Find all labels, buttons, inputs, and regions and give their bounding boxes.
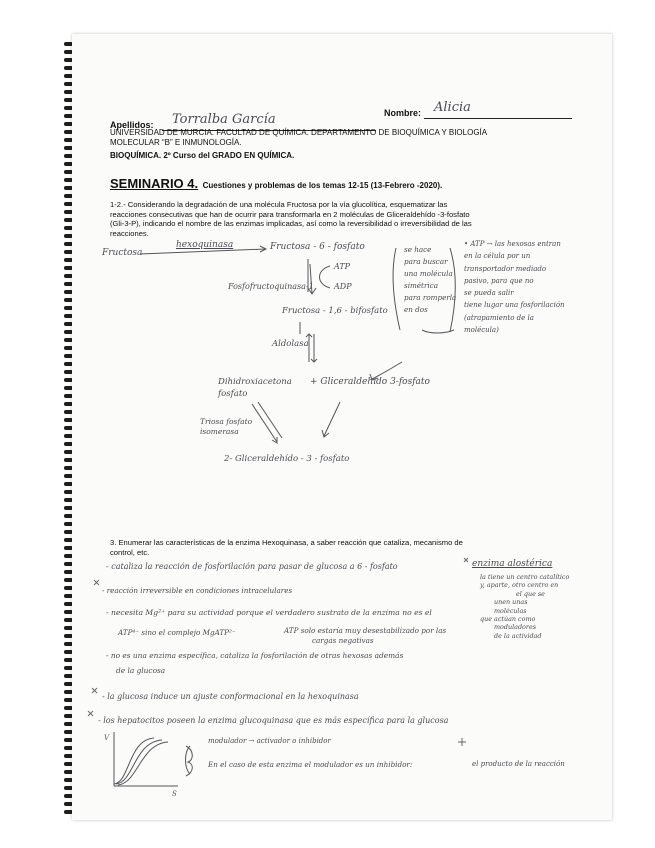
answer-2: - reacción irreversible en condiciones intracelulares	[102, 586, 293, 595]
answer-3c: ATP solo estaría muy desestabilizado por las cargas negativas	[284, 626, 447, 645]
institution-text: UNIVERSIDAD DE MURCIA. FACULTAD DE QUÍMICA. DEPARTAMENTO DE BIOQUÍMICA Y BIOLOGÍA MOLECULAR “B” E INMUNOLOGÍA.	[110, 128, 488, 147]
nombre-label: Nombre:	[384, 108, 422, 118]
margin-marks	[72, 34, 612, 820]
note-right: • ATP → las hexosas entran en la célula por un transportador mediado pasivo, para que no se pueda salir tiene lugar una fosforilación (atrapamiento de la molécula)	[464, 240, 565, 335]
tpi-label: Triosa fosfato isomerasa	[200, 417, 253, 436]
atp-label: ATP	[334, 262, 351, 271]
allosteric-notes: la tiene un centro catalítico y, aparte, otro centro en el que se unen unas moléculas que actúan como moduladores de la actividad	[480, 573, 570, 640]
f6p-label: Fructosa - 6 - fosfato	[270, 242, 365, 252]
answer-4b: de la glucosa	[116, 666, 166, 675]
hexoquinasa-label: hexoquinasa	[176, 240, 234, 250]
note-middle: se hace para buscar una molécula simétrica para romperla en dos	[404, 245, 457, 314]
worksheet-page	[72, 34, 612, 820]
answer-6: - los hepatocitos poseen la enzima glucoquinasa que es más específica para la glucosa	[98, 716, 449, 725]
answer-5: - la glucosa induce un ajuste conformacional en la hexoquinasa	[102, 692, 359, 701]
adp-label: ADP	[334, 282, 352, 291]
answer-3: - necesita Mg²⁺ para su actividad porque el verdadero sustrato de la enzima no es el	[106, 608, 432, 617]
apellidos-label: Apellidos:	[110, 120, 154, 130]
pfk-label: Fosfofructoquinasa-1	[228, 282, 314, 291]
answer-1: - cataliza la reacción de fosforilación para pasar de glucosa a 6 - fosfato	[106, 562, 398, 571]
seminar-title: SEMINARIO 4.	[110, 176, 199, 191]
question-3-text: 3. Enumerar las características de la enzima Hexoquinasa, a saber reacción que cataliza, mecanismo de control, etc.	[110, 538, 463, 557]
graph-v-label: V	[104, 734, 110, 742]
seminar-subtitle: Cuestiones y problemas de los temas 12-15 (13-Febrero -2020).	[202, 181, 443, 190]
question-1-text: 1-2.- Considerando la degradación de una molécula Fructosa por la vía glucolítica, esquematizar las reacciones consecutivas que han de ocurrir para transformarla en 2 moléculas de Gliceraldehído -3-fosfato (Gli-3-P), indicando el nombre de las enzimas implicadas, así como la reversibilidad o irreversibilidad de las reacciones.	[110, 200, 472, 238]
aldolasa-label: Aldolasa	[272, 339, 309, 349]
product-note: el producto de la reacción	[472, 760, 565, 768]
g3p-label: + Gliceraldehído 3-fosfato	[310, 377, 430, 387]
course-text: BIOQUÍMICA. 2º Curso del GRADO EN QUÍMICA.	[110, 151, 295, 160]
result-label: 2- Gliceraldehído - 3 - fosfato	[224, 454, 350, 464]
answer-3b: ATP⁴⁻ sino el complejo MgATP²⁻	[118, 628, 236, 637]
modulator-note: modulador → activador o inhibidor	[208, 737, 331, 745]
dhap-label: Dihidroxiacetona fosfato	[218, 377, 292, 399]
answer-4: - no es una enzima específica, cataliza la fosforilación de otras hexosas además	[106, 651, 404, 660]
apellidos-value: Torralba García	[172, 112, 276, 127]
allosteric-title: enzima alostérica	[472, 559, 553, 569]
f16bp-label: Fructosa - 1,6 - bifosfato	[282, 306, 388, 316]
graph-s-label: S	[172, 790, 177, 798]
fructosa-label: Fructosa	[102, 248, 143, 258]
nombre-value: Alicia	[434, 100, 471, 115]
enzyme-modulator-note: En el caso de esta enzima el modulador es un inhibidor:	[208, 760, 413, 769]
